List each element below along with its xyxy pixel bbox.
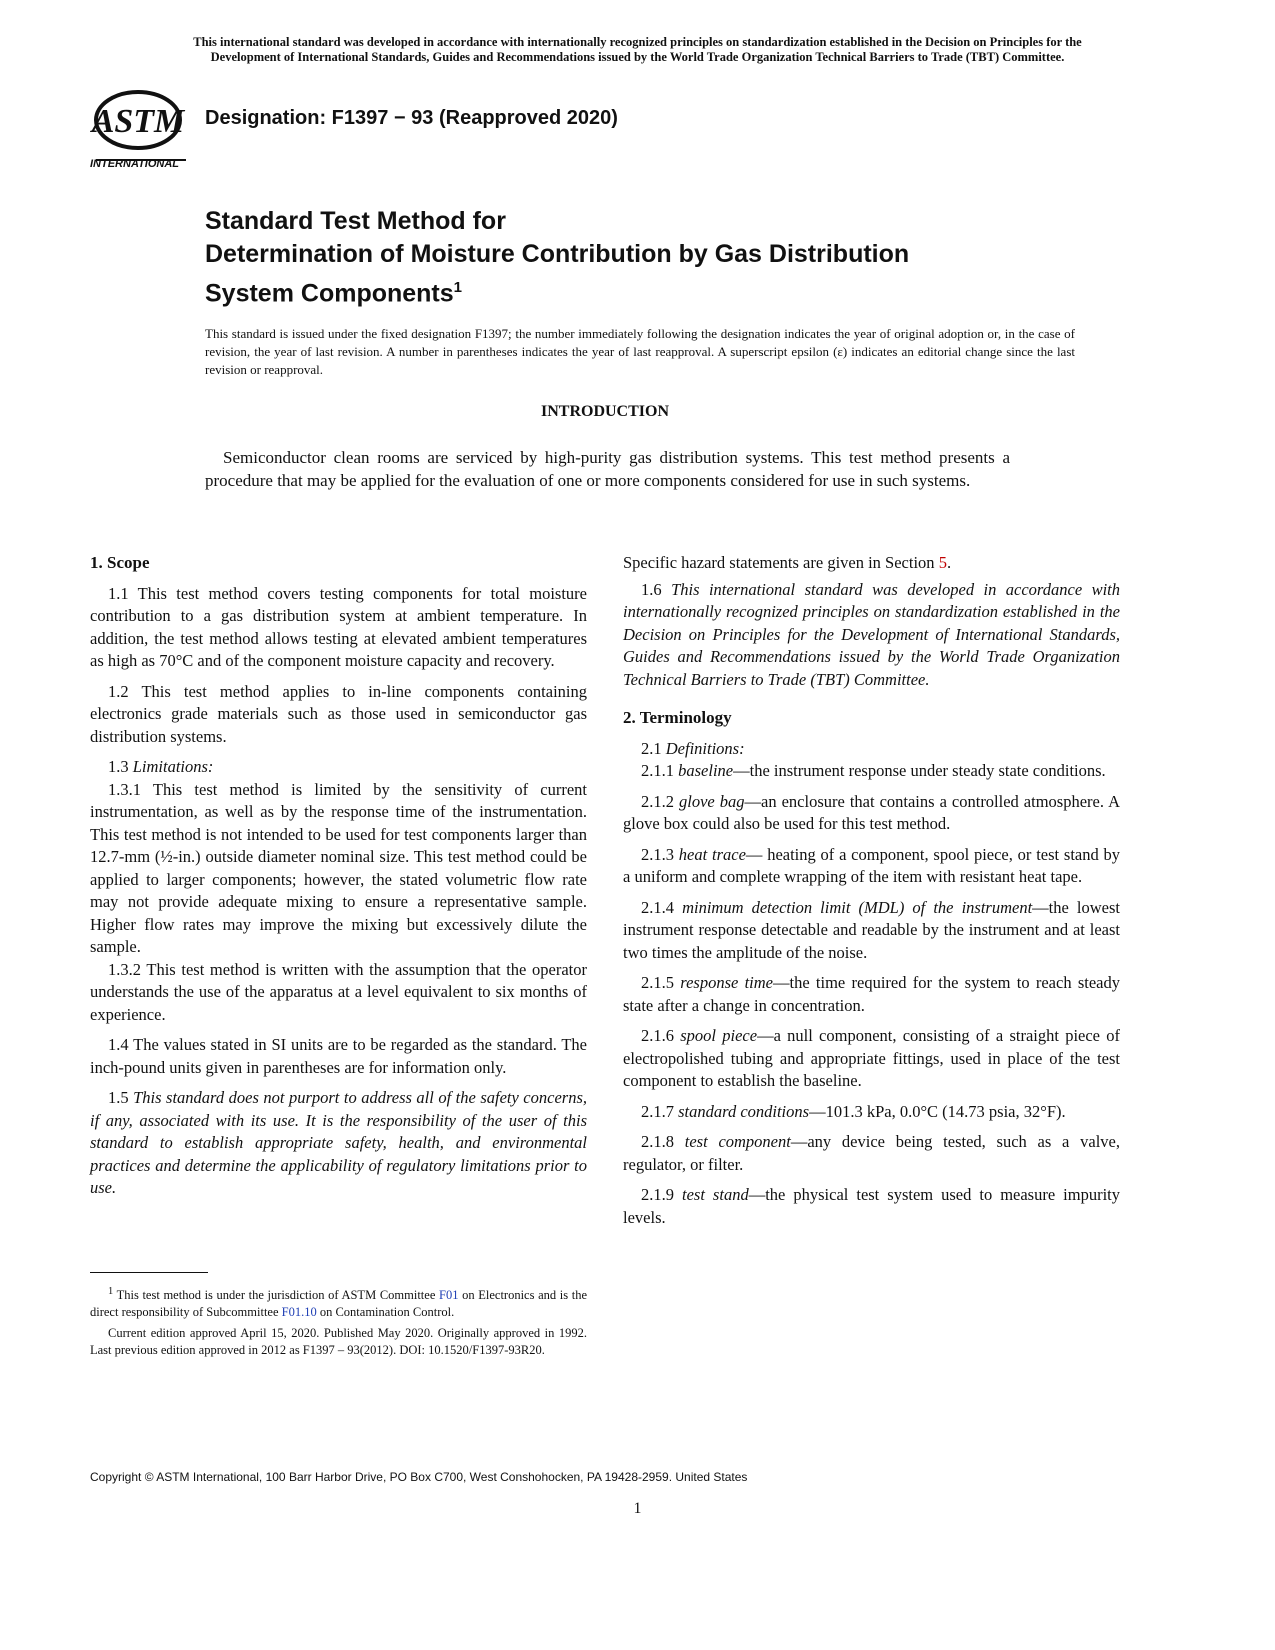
section-1-2: 1.2 This test method applies to in-line components containing electronics grade materials such as those used in semiconductor gas distribution systems. (90, 681, 587, 746)
left-column (90, 552, 587, 1208)
section-1-5-safety-text: This standard does not purport to address all of the safety concerns, if any, associated with its use. It is the responsibility of the user of this standard to establish appropriate safety, health, and environmental practices and determine the applicability of regulatory limitations prior to use. (90, 1088, 587, 1197)
definition-item (623, 972, 1120, 1017)
footnotes (90, 1283, 587, 1363)
definition-text: —the physical test system used to measure impurity levels. (623, 1185, 1121, 1227)
section-2-1-number: 2.1 (641, 738, 662, 758)
introduction-heading: INTRODUCTION (540, 403, 669, 420)
definition-item (623, 897, 1120, 965)
definition-term: spool piece (680, 1026, 758, 1045)
definition-term: standard conditions (678, 1101, 810, 1121)
definition-number: 2.1.7 (641, 1101, 674, 1121)
definition-item (623, 1101, 1120, 1124)
footnote-rule (90, 1272, 208, 1273)
section-1-5-continued: Specific hazard statements are given in Section 5. (623, 553, 952, 572)
definition-term: minimum detection limit (MDL) of the instrument (682, 897, 1033, 917)
definition-number: 2.1.9 (641, 1185, 674, 1204)
document-title (205, 205, 1065, 310)
definition-number: 2.1.5 (641, 973, 674, 992)
section-1-3-number: 1.3 (108, 757, 129, 776)
definition-text: —the instrument response under steady state conditions. (733, 761, 1106, 780)
footnote-1-mark: 1 (108, 1286, 114, 1297)
definition-number: 2.1.8 (641, 1132, 674, 1151)
copyright-line: Copyright © ASTM International, 100 Barr Harbor Drive, PO Box C700, West Conshohocken, PA 19428-2959. United States (90, 1470, 748, 1484)
definition-text: —the lowest instrument response detectable and readable by the instrument and at least two times the amplitude of the noise. (623, 897, 1120, 962)
title-line-2: Determination of Moisture Contribution by Gas Distribution (205, 240, 910, 268)
title-line-3-text: System Components (205, 279, 454, 308)
section-2-1-label: Definitions: (665, 738, 745, 758)
definition-text: —the time required for the system to reach steady state after a change in concentration. (623, 973, 1120, 1015)
section-1-4: 1.4 The values stated in SI units are to be regarded as the standard. The inch-pound units given in parentheses are for information only. (90, 1035, 587, 1077)
definition-text: —101.3 kPa, 0.0°C (14.73 psia, 32°F). (809, 1101, 1066, 1121)
designation: Designation: F1397 − 93 (Reapproved 2020) (205, 107, 618, 129)
committee-f01-link[interactable]: F01 (439, 1288, 459, 1303)
definition-item (623, 791, 1120, 836)
definition-number: 2.1.6 (641, 1026, 674, 1045)
definition-number: 2.1.3 (641, 844, 674, 864)
standard-notice-line-1: This international standard was developed in accordance with internationally recognized principles on standardization established in the Decision on Principles for the (193, 35, 1082, 49)
section-1-6-text: This international standard was developed in accordance with internationally recognized principles on standardization established in the Decision on Principles for the Development of International Standards, Guides and Recommendations issued by the World Trade Organization Technical Barriers to Trade (TBT) Committee. (623, 579, 1121, 689)
definition-item (623, 760, 1120, 783)
section-1-3 (90, 756, 587, 779)
footnote-1-text-a: This test method is under the jurisdiction of ASTM Committee (116, 1288, 436, 1303)
definition-number: 2.1.1 (641, 761, 674, 780)
scope-heading: 1. Scope (90, 553, 150, 572)
definition-term: response time (680, 973, 773, 992)
definition-item (623, 1184, 1120, 1229)
definition-text: — heating of a component, spool piece, or test stand by a uniform and complete wrapping of the item with resistant heat tape. (623, 844, 1121, 886)
footnote-1-text-b: on Electronics and is the direct responsibility of Subcommittee (90, 1288, 588, 1320)
issue-note: This standard is issued under the fixed designation F1397; the number immediately following the designation indicates the year of original adoption or, in the case of revision, the year of last revision. A number in parentheses indicates the year of last reapproval. A superscript epsilon (ε) indicates an editorial change since the last revision or reapproval. (205, 326, 1075, 377)
footnote-1-text-c: on Contamination Control. (319, 1305, 455, 1320)
right-column (623, 552, 1120, 1237)
title-line-1: Standard Test Method for (205, 207, 506, 235)
section-2-1 (623, 738, 1120, 761)
definition-number: 2.1.4 (641, 897, 674, 917)
introduction-body: Semiconductor clean rooms are serviced by high-purity gas distribution systems. This test method presents a procedure that may be applied for the evaluation of one or more components considered for use in such systems. (205, 448, 1010, 490)
definition-item (623, 844, 1120, 889)
section-1-6 (623, 579, 1120, 692)
definition-term: glove bag (679, 791, 745, 811)
definition-term: baseline (678, 761, 734, 780)
terminology-heading: 2. Terminology (623, 708, 732, 727)
definition-term: heat trace (678, 844, 746, 864)
definition-item (623, 1131, 1120, 1176)
title-line-3 (205, 271, 1065, 310)
definition-number: 2.1.2 (641, 791, 674, 811)
title-footnote-mark[interactable]: 1 (453, 279, 463, 296)
definition-text: —an enclosure that contains a controlled atmosphere. A glove box could also be used for this test method. (623, 791, 1121, 833)
subcommittee-f01-10-link[interactable]: F01.10 (281, 1305, 317, 1320)
section-1-5 (90, 1087, 587, 1200)
section-1-3-1: 1.3.1 This test method is limited by the sensitivity of current instrumentation, as well as by the response time of the instrumentation. This test method is not intended to be used for test components larger than 12.7-mm (½-in.) outside diameter nominal size. This test method could be applied to larger components; however, the stated volumetric flow rate may not provide adequate mixing to ensure a representative sample. Higher flow rates may improve the mixing but excessively dilute the sample. (90, 779, 587, 956)
definition-term: test component (684, 1132, 791, 1151)
footnote-2: Current edition approved April 15, 2020. Published May 2020. Originally approved in 1992. Last previous edition approved in 2012 as F1397 – 93(2012). DOI: 10.1520/F1397-93R20. (90, 1326, 587, 1358)
astm-logo-label: INTERNATIONAL (90, 158, 180, 170)
standard-notice-line-2: Development of International Standards, Guides and Recommendations issued by the World Trade Organization Technical Barriers to Trade (TBT) Committee. (210, 50, 1065, 64)
section-1-6-number: 1.6 (641, 579, 662, 599)
astm-logo (90, 88, 190, 178)
definition-text: —a null component, consisting of a straight piece of electropolished tubing and appropriate fittings, used in place of the test component to establish the baseline. (623, 1026, 1120, 1090)
footnote-1 (90, 1283, 587, 1321)
section-1-1: 1.1 This test method covers testing components for total moisture contribution to a gas distribution system at ambient temperature. In addition, the test method allows testing at elevated ambient temperatures as high as 70°C and of the component moisture capacity and recovery. (90, 583, 587, 670)
definition-item (623, 1025, 1120, 1093)
standard-notice (60, 35, 1215, 65)
section-1-3-label: Limitations: (132, 757, 214, 776)
section-1-3-2: 1.3.2 This test method is written with the assumption that the operator understands the use of the apparatus at a level equivalent to six months of experience. (90, 959, 587, 1024)
section-5-link[interactable]: 5 (938, 553, 947, 572)
svg-text:ASTM: ASTM (91, 103, 185, 140)
page-number: 1 (633, 1500, 642, 1517)
definitions-list (623, 760, 1120, 1229)
definition-term: test stand (682, 1185, 749, 1204)
section-1-5-tail: Specific hazard statements are given in Section (623, 553, 935, 572)
definition-text: —any device being tested, such as a valve, regulator, or filter. (623, 1132, 1120, 1174)
section-1-5-number: 1.5 (108, 1088, 129, 1107)
